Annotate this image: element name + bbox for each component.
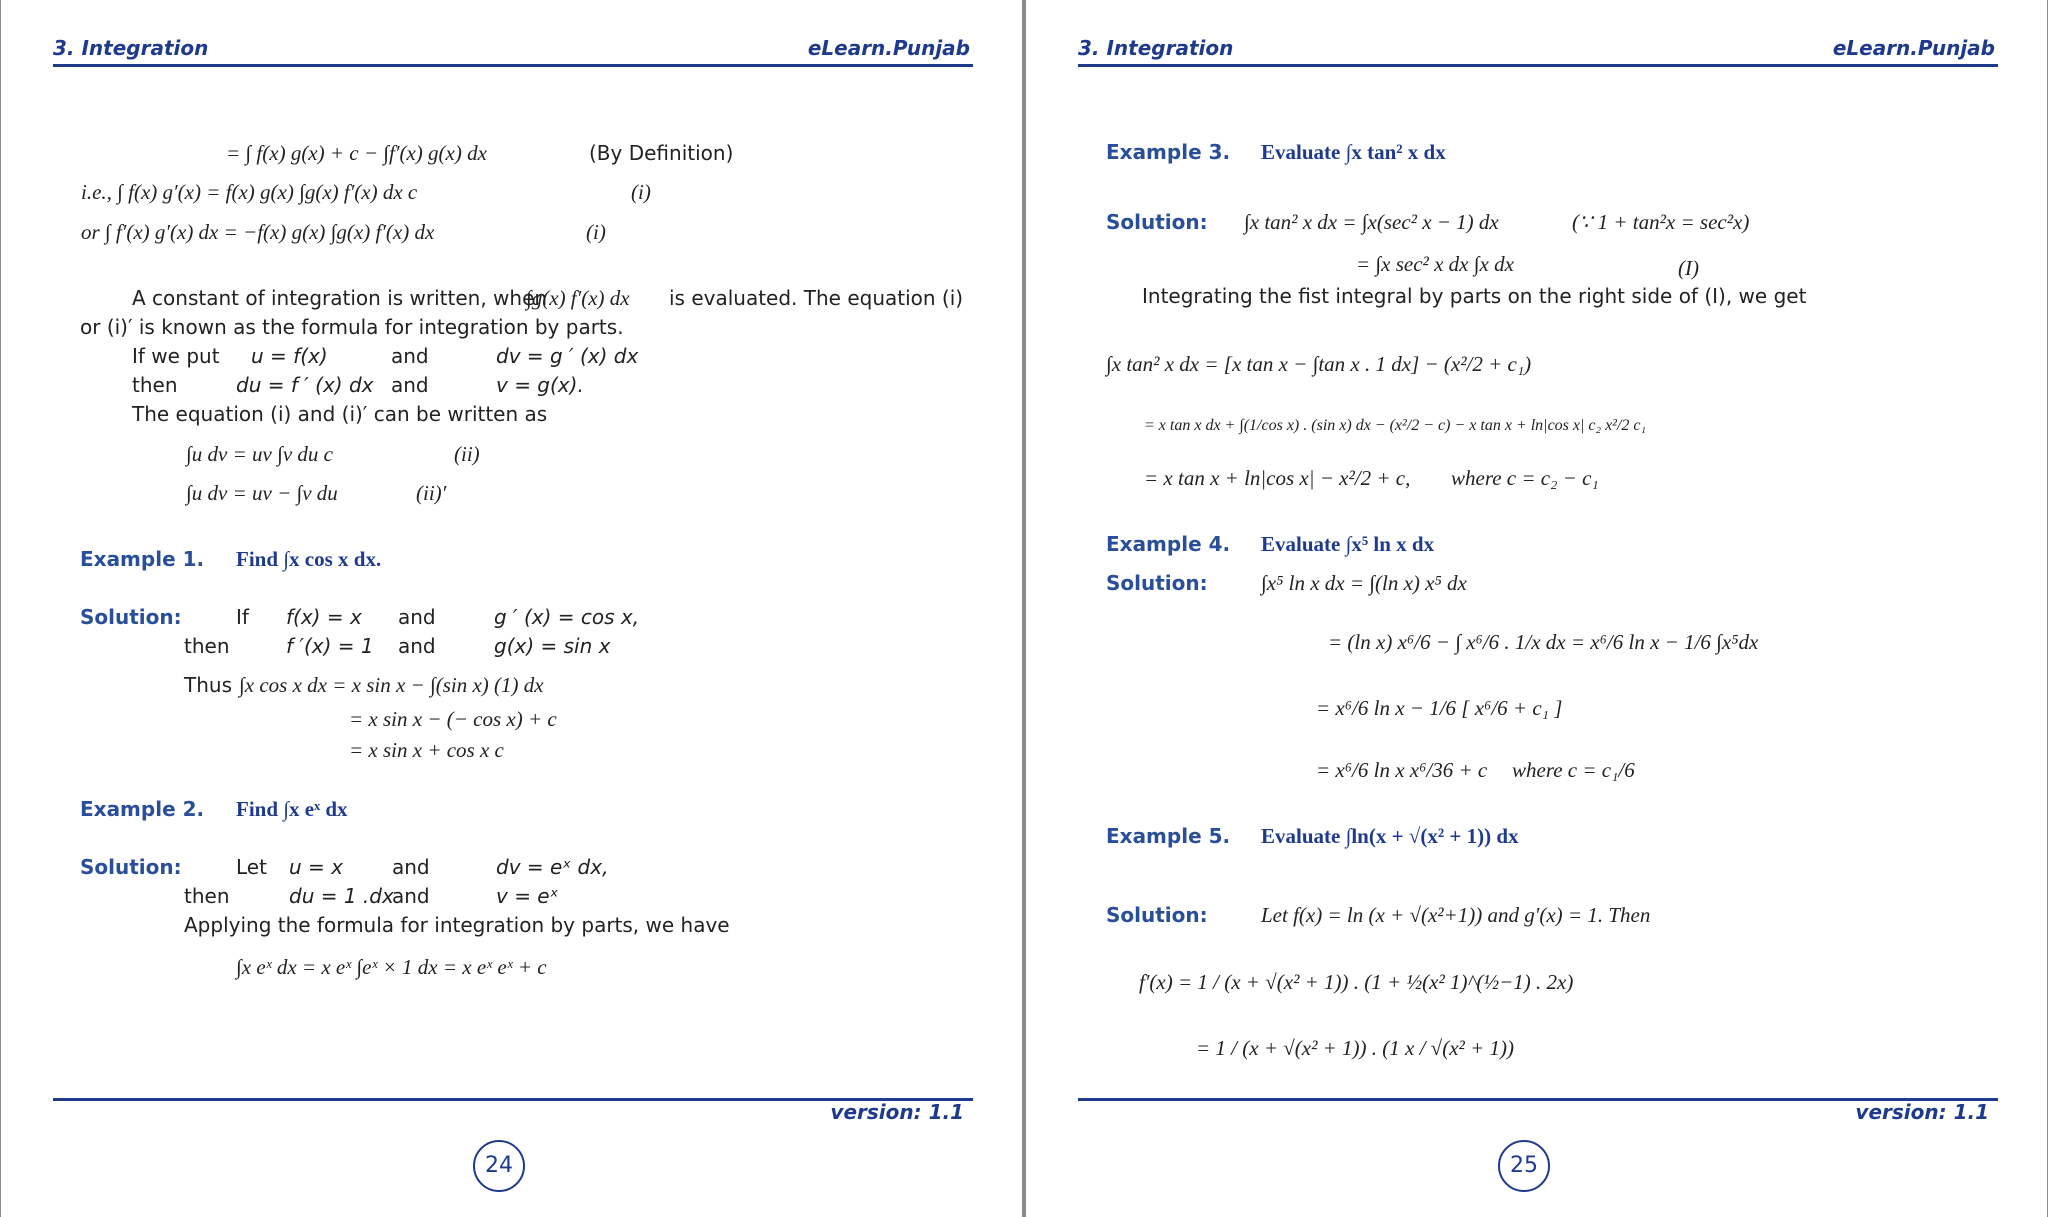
solution-5-label: Solution: bbox=[1106, 903, 1208, 927]
s3-line-4: = x tan x dx + ∫(1/cos x) . (sin x) dx − (x²/2 − c) − x tan x + ln|cos x| c₂ x²/2 c₁ bbox=[1144, 417, 1647, 434]
s3-text: Integrating the fist integral by parts on the right side of (I), we get bbox=[1142, 284, 1807, 308]
put-and-1: and bbox=[391, 344, 429, 368]
page-right bbox=[1026, 0, 2047, 1217]
s1-g: g ′ (x) = cos x, bbox=[494, 605, 640, 629]
equation-2: i.e., ∫ f(x) g′(x) = f(x) g(x) ∫g(x) f′(x) dx c bbox=[81, 180, 418, 204]
example-5-label: Example 5. bbox=[1106, 824, 1231, 848]
s1-line-2: = x sin x − (− cos x) + c bbox=[349, 707, 557, 731]
example-1-question: Find ∫x cos x dx. bbox=[236, 547, 382, 571]
brand-title: eLearn.Punjab bbox=[807, 36, 970, 60]
s3-line-2-tag: (I) bbox=[1678, 256, 1699, 280]
s5-line-3: = 1 / (x + √(x² + 1)) . (1 x / √(x² + 1)) bbox=[1196, 1036, 1514, 1060]
paragraph-1c: or (i)′ is known as the formula for integration by parts. bbox=[80, 315, 624, 339]
s1-then: then bbox=[184, 634, 230, 658]
s2-apply: Applying the formula for integration by parts, we have bbox=[184, 913, 730, 937]
equation-2-tag: (i) bbox=[631, 180, 651, 204]
s1-and-2: and bbox=[398, 634, 436, 658]
example-4-question: Evaluate ∫x⁵ ln x dx bbox=[1261, 532, 1435, 556]
s1-fp: f ′(x) = 1 bbox=[286, 634, 374, 658]
s1-line-1: ∫x cos x dx = x sin x − ∫(sin x) (1) dx bbox=[239, 673, 544, 697]
s3-line-2: = ∫x sec² x dx ∫x dx bbox=[1356, 252, 1514, 276]
put-v: v = g(x). bbox=[496, 373, 584, 397]
s1-and-1: and bbox=[398, 605, 436, 629]
s2-result: ∫x eˣ dx = x eˣ ∫eˣ × 1 dx = x eˣ eˣ + c bbox=[236, 955, 547, 979]
solution-2-label: Solution: bbox=[80, 855, 182, 879]
page-number: 24 bbox=[473, 1140, 525, 1192]
paragraph-2: The equation (i) and (i)′ can be written as bbox=[132, 402, 548, 426]
s1-line-3: = x sin x + cos x c bbox=[349, 738, 504, 762]
paragraph-1a: A constant of integration is written, when bbox=[132, 286, 548, 310]
put-then: then bbox=[132, 373, 178, 397]
s2-v: v = eˣ bbox=[496, 884, 559, 908]
s2-and-1: and bbox=[392, 855, 430, 879]
s4-line-1: ∫x⁵ ln x dx = ∫(ln x) x⁵ dx bbox=[1261, 571, 1467, 595]
formula-ii: ∫u dv = uv ∫v du c bbox=[186, 442, 333, 466]
equation-3: or ∫ f′(x) g′(x) dx = −f(x) g(x) ∫g(x) f′(x) dx bbox=[81, 220, 435, 244]
chapter-title: 3. Integration bbox=[53, 36, 209, 60]
formula-ii-prime: ∫u dv = uv − ∫v du bbox=[186, 481, 338, 505]
solution-4-label: Solution: bbox=[1106, 571, 1208, 595]
s1-thus: Thus bbox=[184, 673, 232, 697]
equation-1: = ∫ f(x) g(x) + c − ∫f′(x) g(x) dx bbox=[226, 141, 487, 165]
equation-3-tag: (i) bbox=[586, 220, 606, 244]
paragraph-1b: is evaluated. The equation (i) bbox=[669, 286, 964, 310]
s5-line-1: Let f(x) = ln (x + √(x²+1)) and g′(x) = 1. Then bbox=[1261, 903, 1651, 927]
s4-line-3: = x⁶/6 ln x − 1/6 [ x⁶/6 + c₁ ] bbox=[1316, 696, 1563, 720]
header-rule bbox=[1078, 64, 1998, 67]
s3-line-3: ∫x tan² x dx = [x tan x − ∫tan x . 1 dx] − (x²/2 + c₁) bbox=[1106, 352, 1532, 376]
chapter-title: 3. Integration bbox=[1078, 36, 1234, 60]
s3-line-1-note: (∵ 1 + tan²x = sec²x) bbox=[1572, 210, 1750, 234]
example-2-label: Example 2. bbox=[80, 797, 205, 821]
solution-3-label: Solution: bbox=[1106, 210, 1208, 234]
page-number: 25 bbox=[1498, 1140, 1550, 1192]
s3-line-1: ∫x tan² x dx = ∫x(sec² x − 1) dx bbox=[1244, 210, 1499, 234]
s2-dv: dv = eˣ dx, bbox=[496, 855, 609, 879]
s4-line-4-where: where c = c₁/6 bbox=[1512, 758, 1635, 782]
s4-line-2: = (ln x) x⁶/6 − ∫ x⁶/6 . 1/x dx = x⁶/6 ln x − 1/6 ∫x⁵dx bbox=[1328, 630, 1759, 654]
brand-title: eLearn.Punjab bbox=[1832, 36, 1995, 60]
s2-and-2: and bbox=[392, 884, 430, 908]
s2-u: u = x bbox=[289, 855, 343, 879]
formula-ii-tag: (ii) bbox=[454, 442, 480, 466]
put-and-2: and bbox=[391, 373, 429, 397]
s2-du: du = 1 .dx bbox=[289, 884, 394, 908]
page-left bbox=[1, 0, 1022, 1217]
put-if: If we put bbox=[132, 344, 220, 368]
example-3-question: Evaluate ∫x tan² x dx bbox=[1261, 140, 1446, 164]
s5-line-2: f′(x) = 1 / (x + √(x² + 1)) . (1 + ½(x² 1)^(½−1) . 2x) bbox=[1139, 970, 1574, 994]
example-4-label: Example 4. bbox=[1106, 532, 1231, 556]
example-3-label: Example 3. bbox=[1106, 140, 1231, 164]
s3-line-5-where: where c = c₂ − c₁ bbox=[1451, 466, 1599, 490]
example-2-question: Find ∫x eˣ dx bbox=[236, 797, 348, 821]
version-label: version: 1.1 bbox=[1855, 1100, 1989, 1124]
s1-f: f(x) = x bbox=[286, 605, 362, 629]
put-du: du = f ′ (x) dx bbox=[236, 373, 374, 397]
s1-gx: g(x) = sin x bbox=[494, 634, 611, 658]
example-1-label: Example 1. bbox=[80, 547, 205, 571]
version-label: version: 1.1 bbox=[830, 1100, 964, 1124]
s3-line-5: = x tan x + ln|cos x| − x²/2 + c, bbox=[1144, 466, 1411, 490]
formula-ii-prime-tag: (ii)′ bbox=[416, 481, 447, 505]
paragraph-1-expr: ∫g(x) f′(x) dx bbox=[526, 286, 630, 310]
solution-1-label: Solution: bbox=[80, 605, 182, 629]
s2-let: Let bbox=[236, 855, 267, 879]
equation-1-note: (By Definition) bbox=[589, 141, 734, 165]
header-rule bbox=[53, 64, 973, 67]
s4-line-4: = x⁶/6 ln x x⁶/36 + c bbox=[1316, 758, 1488, 782]
example-5-question: Evaluate ∫ln(x + √(x² + 1)) dx bbox=[1261, 824, 1519, 848]
s2-then: then bbox=[184, 884, 230, 908]
s1-if: If bbox=[236, 605, 249, 629]
put-dv: dv = g ′ (x) dx bbox=[496, 344, 639, 368]
put-u: u = f(x) bbox=[251, 344, 328, 368]
